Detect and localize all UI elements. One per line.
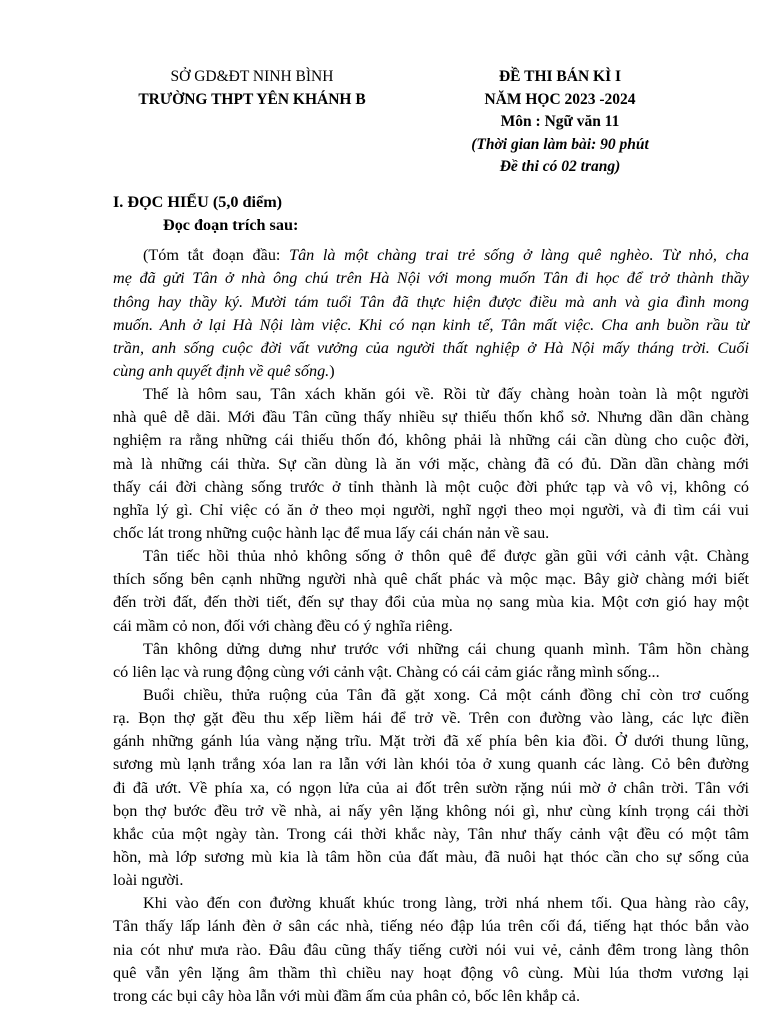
school-info bbox=[112, 66, 392, 111]
paragraph-line: đến trời đất, đến thời tiết, đến sự thay đổi của mùa nọ sang mùa kia. Một cơn gió hay một bbox=[113, 593, 749, 612]
paragraph-line: Tân không dửng dưng như trước với những cái chung quanh mình. Tâm hồn chàng bbox=[143, 639, 749, 658]
summary-suffix: ) bbox=[329, 361, 335, 380]
paragraph-line: khắc của một ngày tàn. Trong cái thời khắc này, Tân như thấy cảnh vật đều có một tâm bbox=[113, 824, 749, 843]
paragraph bbox=[113, 638, 749, 684]
summary-text: Tân là một chàng trai trẻ sống ở làng quê nghèo. Từ nhỏ, cha bbox=[289, 246, 749, 265]
exam-duration: (Thời gian làm bài: 90 phút bbox=[471, 135, 649, 153]
department-name: SỞ GD&ĐT NINH BÌNH bbox=[170, 68, 334, 85]
paragraph bbox=[113, 892, 749, 1008]
paragraph-line: trong các bụi cây hòa lẫn với mùi đầm ấm của phân cỏ, bốc lên khắp cả. bbox=[113, 986, 581, 1005]
paragraph-line: mà là những cái thừa. Sự cần dùng là ăn với mặc, chàng đã có đủ. Dần dần chàng mới bbox=[113, 454, 749, 473]
paragraph-line: thấy cái đời chàng sống trước ở tỉnh thành là một cuộc đời phức tạp và vô vị, không có bbox=[113, 477, 749, 496]
paragraph-line: nhà quê dễ dãi. Mới đầu Tân cũng thấy nhiều sự thiếu thốn khổ sở. Nhưng dần dần chàng bbox=[113, 408, 749, 427]
paragraph-line: quê vẫn yên lặng âm thầm thì chiều nay hoạt động vô cùng. Mùi lúa thơm vương lại bbox=[113, 963, 749, 982]
paragraph-line: gánh những gánh lúa vàng nặng trĩu. Mặt trời đã xế phía bên kia đồi. Ở dưới thung lũng, bbox=[113, 732, 749, 751]
summary-block bbox=[113, 244, 749, 383]
paragraph-line: rạ. Bọn thợ gặt đều thu xếp liềm hái để trở về. Trên con đường vào làng, các lực điền bbox=[113, 709, 749, 728]
exam-title: ĐỀ THI BÁN KÌ I bbox=[498, 68, 622, 85]
reading-instruction: Đọc đoạn trích sau: bbox=[163, 216, 299, 235]
summary-line: trần, anh sống cuộc đời vất vưởng của người thất nghiệp ở Hà Nội mấy tháng trời. Cuối bbox=[113, 338, 749, 357]
paragraph-line: Khi vào đến con đường khuất khúc trong làng, trời nhá nhem tối. Qua hàng rào cây, bbox=[143, 894, 749, 913]
paragraph-line: nghĩa lý gì. Chỉ việc có ăn ở theo mọi người, nghĩ ngợi theo mọi người, và đi tìm cái vui bbox=[113, 500, 749, 519]
section-title: I. ĐỌC HIỂU (5,0 điểm) bbox=[113, 193, 283, 211]
paragraph bbox=[113, 545, 749, 638]
summary-line: muốn. Anh ở lại Hà Nội làm việc. Khi có nạn kinh tế, Tân mất việc. Cha anh buồn rầu từ bbox=[113, 315, 749, 334]
paragraph-line: loài người. bbox=[113, 871, 184, 890]
paragraph bbox=[113, 383, 749, 545]
summary-line bbox=[113, 360, 749, 383]
subject: Môn : Ngữ văn 11 bbox=[500, 113, 620, 130]
paragraph-line: Tân thấy lấp lánh đèn ở sân các nhà, tiếng néo đập lúa trên cối đá, tiếng hạt thóc bắn vào bbox=[113, 917, 749, 936]
exam-header bbox=[0, 66, 768, 176]
paragraph-line: đi đã ướt. Về phía xa, có ngọn lửa của ai đốt trên sườn rặng núi mờ ở chân trời. Tân với bbox=[113, 778, 749, 797]
school-year: NĂM HỌC 2023 -2024 bbox=[484, 90, 636, 108]
summary-text: cùng anh quyết định về quê sống. bbox=[113, 361, 330, 380]
paragraph-line: Tân tiếc hồi thủa nhỏ không sống ở thôn quê để được gần gũi với cảnh vật. Chàng bbox=[143, 547, 749, 566]
paragraph-line: sương mù lạnh trắng xóa lan ra lẫn với làn khói tỏa ở xung quanh các làng. Cỏ bên đường bbox=[113, 755, 749, 774]
paragraph-line: chốc lát trong những cuộc hành lạc để mua lấy cái chán nản về sau. bbox=[113, 523, 550, 542]
paragraph-line: có liên lạc và rung động cùng với cảnh vật. Chàng có cái cảm giác rằng mình sống... bbox=[113, 662, 660, 681]
paragraph-line: bọn thợ bước đều trở về nhà, ai nấy yên lặng không nói gì, như cùng kính trọng cái thời bbox=[113, 801, 749, 820]
paragraph-line: nia cót như mưa rào. Đâu đâu cũng thấy tiếng cười nói vui vẻ, cảnh đêm trong làng thôn bbox=[113, 940, 749, 959]
page-count-note: Đề thi có 02 trang) bbox=[499, 158, 621, 175]
summary-line: mẹ đã gửi Tân ở nhà ông chú trên Hà Nội với mong muốn Tân đi học để trở thành thầy bbox=[113, 269, 749, 288]
summary-line: thông hay thầy ký. Mười tám tuổi Tân đã thực hiện được điều mà anh và gia đình mong bbox=[113, 292, 749, 311]
exam-body bbox=[113, 191, 749, 1008]
paragraph-line: cái mầm cỏ non, đối với chàng đều có ý nghĩa riêng. bbox=[113, 616, 453, 635]
paragraph-line: Buổi chiều, thửa ruộng của Tân đã gặt xong. Cả một cánh đồng chỉ còn trơ cuống bbox=[143, 685, 749, 704]
paragraph-line: thích sống bên cạnh những người nhà quê chất phác và mộc mạc. Bây giờ chàng mới biết bbox=[113, 570, 749, 589]
paragraph-line: Thế là hôm sau, Tân xách khăn gói về. Rồi từ đấy chàng hoàn toàn là một người bbox=[143, 385, 749, 404]
school-name: TRƯỜNG THPT YÊN KHÁNH B bbox=[138, 90, 366, 108]
paragraph bbox=[113, 684, 749, 892]
paragraph-line: hồn, mà lớp sương mù kia là tâm hồn của đất màu, đã nuôi hạt thóc cần cho sự sống của bbox=[113, 847, 749, 866]
summary-prefix: (Tóm tắt đoạn đầu: bbox=[143, 246, 290, 265]
paragraph-line: nghiệm ra rằng những cái thiếu thốn đó, không phải là những cái cần dùng cho cuộc đời, bbox=[113, 431, 749, 450]
exam-info bbox=[400, 66, 720, 179]
summary-line bbox=[113, 244, 749, 267]
